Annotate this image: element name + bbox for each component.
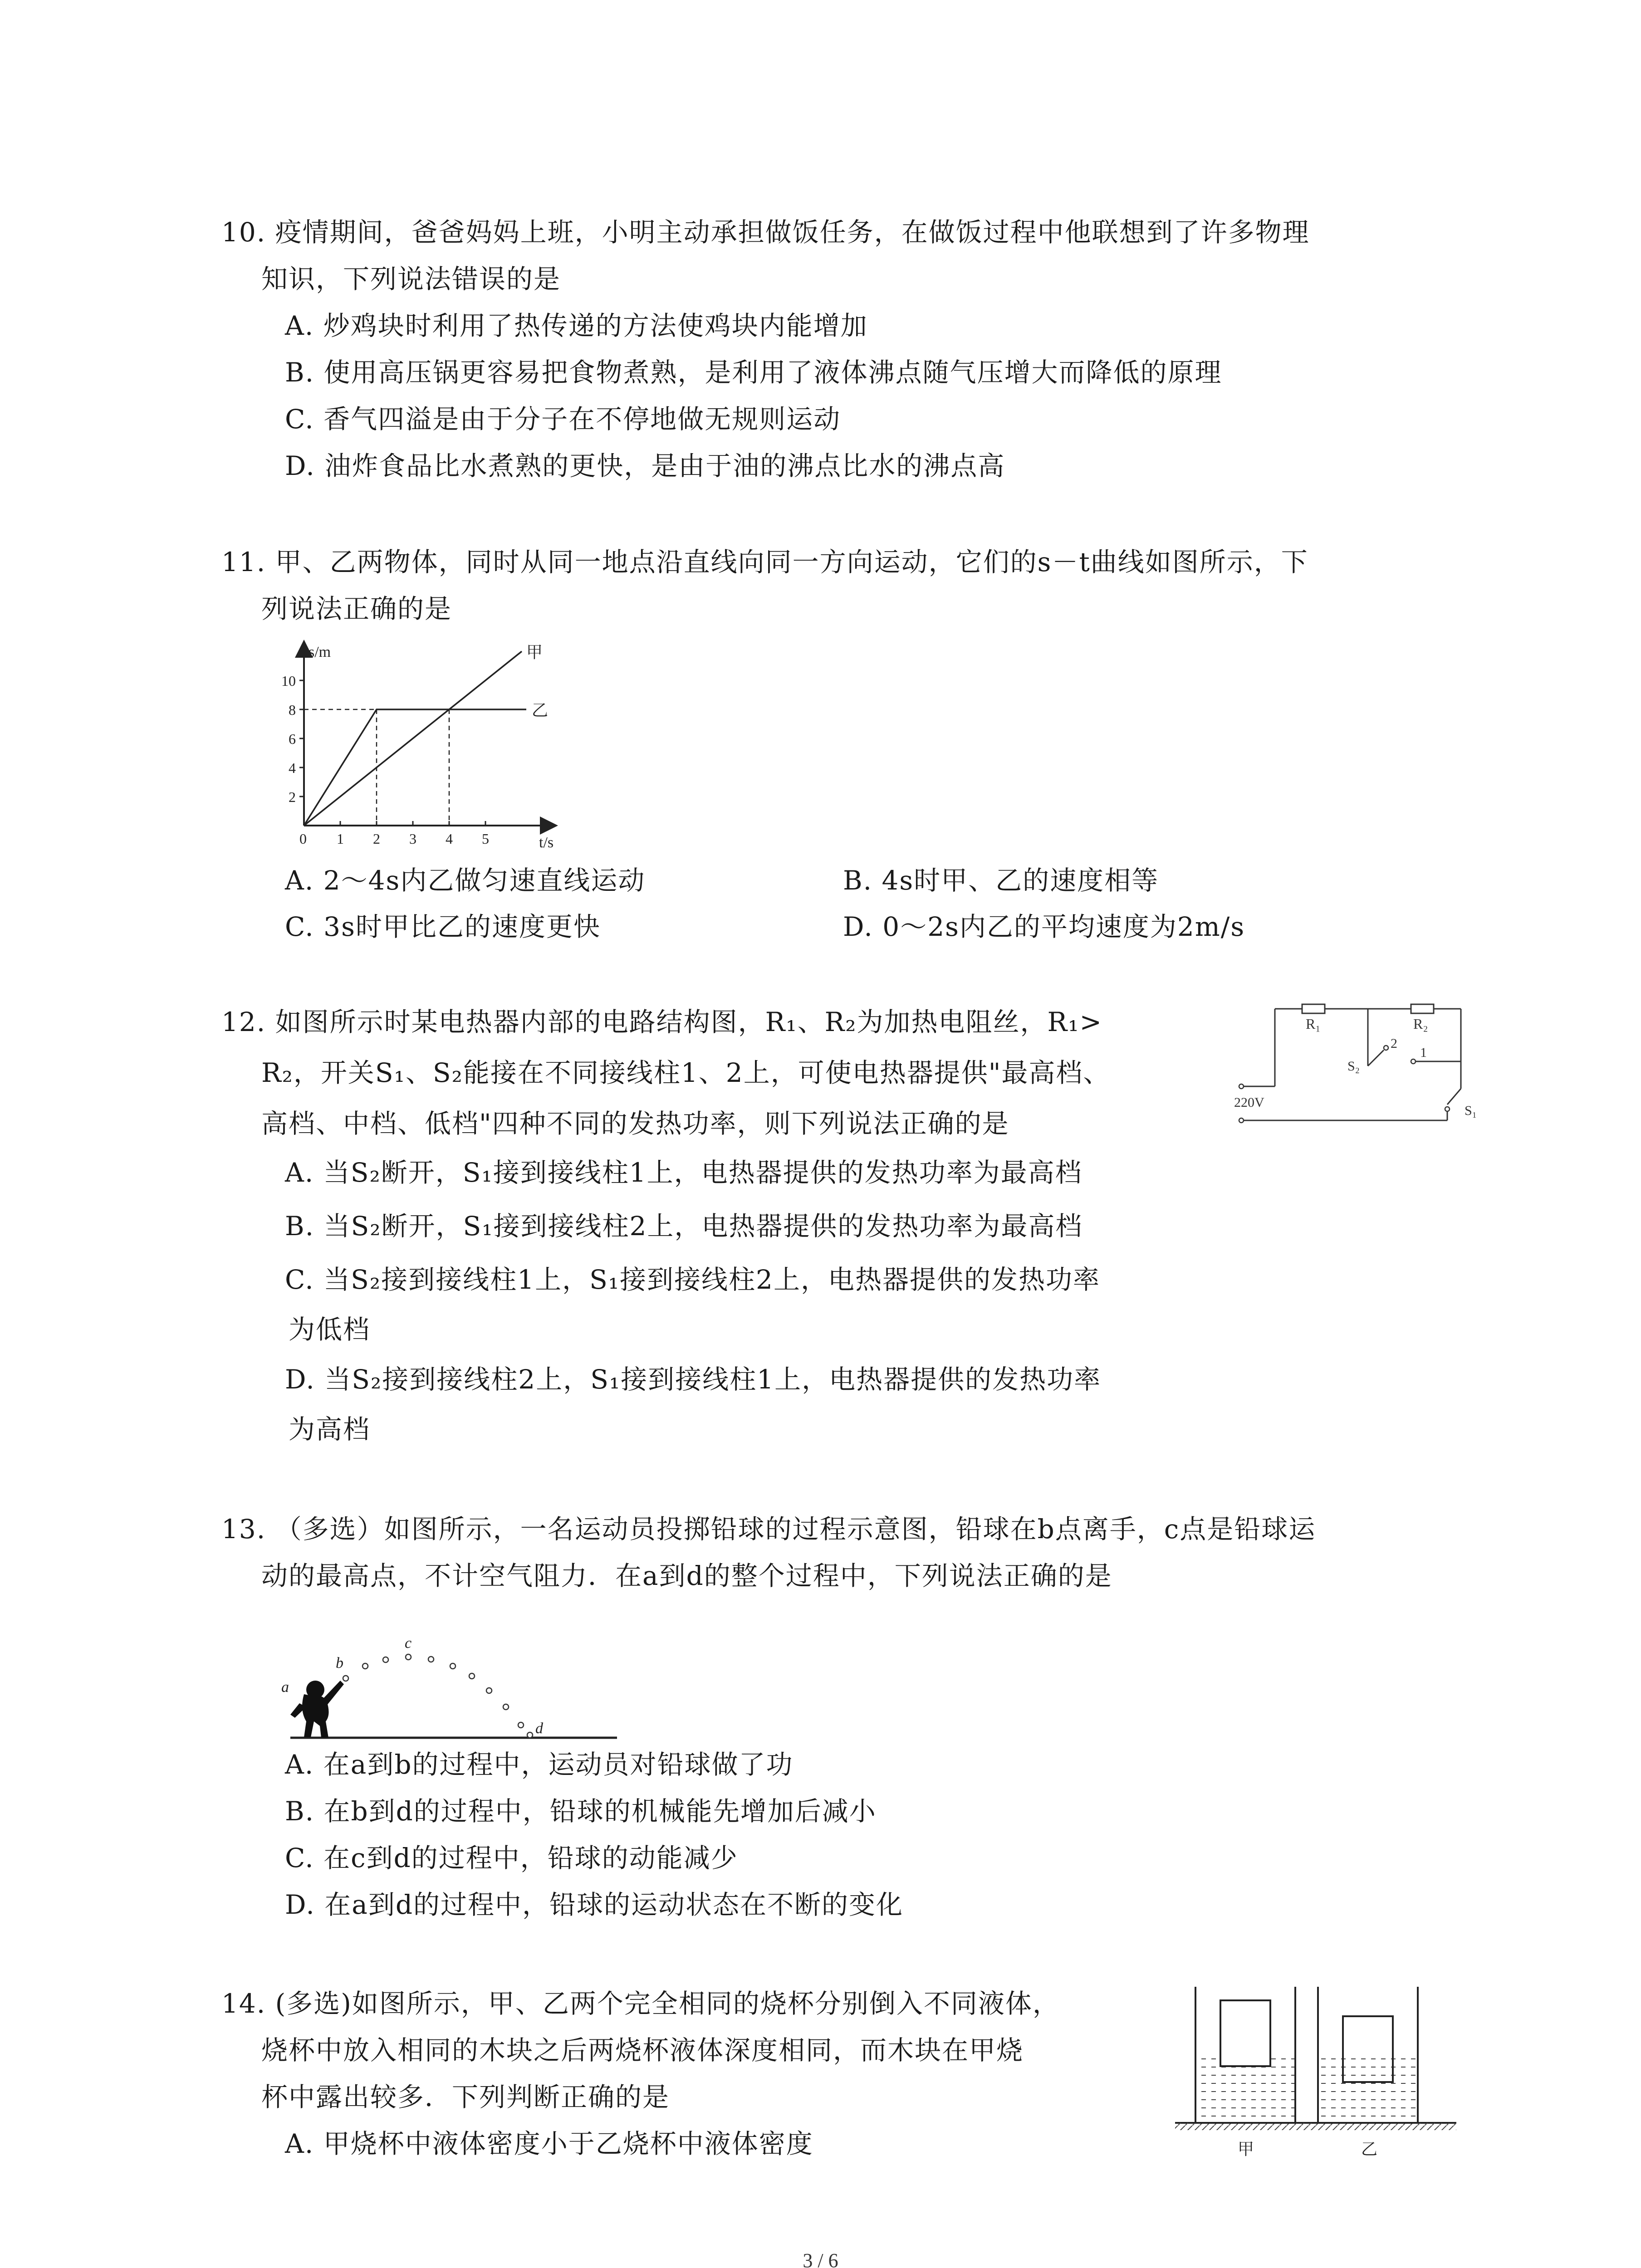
q13-shot-put-figure — [272, 1613, 644, 1749]
q13-option-a: A. 在a到b的过程中，运动员对铅球做了功 — [285, 1749, 794, 1780]
q11-stem-line2: 列说法正确的是 — [261, 593, 452, 624]
label-yi: 乙 — [532, 701, 549, 720]
q14-stem-line2: 烧杯中放入相同的木块之后两烧杯液体深度相同，而木块在甲烧 — [261, 2035, 1024, 2066]
q10-stem-line1: 10. 疫情期间，爸爸妈妈上班，小明主动承担做饭任务，在做饭过程中他联想到了许多物理 — [221, 217, 1310, 248]
q12-option-c-line1: C. 当S₂接到接线柱1上，S₁接到接线柱2上，电热器提供的发热功率 — [285, 1264, 1100, 1295]
x-tick-0: 0 — [299, 831, 307, 847]
label-d: d — [535, 1720, 543, 1737]
y-tick-6: 6 — [289, 731, 296, 747]
x-tick-2: 2 — [373, 831, 380, 847]
q10-option-d: D. 油炸食品比水煮熟的更快，是由于油的沸点比水的沸点高 — [285, 450, 1005, 481]
q13-option-c: C. 在c到d的过程中，铅球的动能减少 — [285, 1843, 738, 1873]
label-s1: S₁ — [1465, 1103, 1477, 1118]
q13-stem-line1: 13. （多选）如图所示，一名运动员投掷铅球的过程示意图，铅球在b点离手，c点是铅球运 — [221, 1514, 1316, 1545]
y-axis-label: s/m — [309, 644, 331, 660]
label-a: a — [281, 1679, 289, 1696]
y-tick-2: 2 — [289, 789, 296, 805]
label-voltage: 220V — [1234, 1095, 1264, 1110]
page-number: 3 / 6 — [803, 2249, 838, 2268]
q10-stem-line2: 知识，下列说法错误的是 — [261, 264, 561, 294]
q12-option-c-line2: 为低档 — [289, 1314, 371, 1345]
x-tick-5: 5 — [482, 831, 489, 847]
wood-block-jia — [1220, 2000, 1270, 2066]
label-jia: 甲 — [1238, 2140, 1254, 2159]
beaker-jia — [1195, 1987, 1295, 2123]
q11-option-c: C. 3s时甲比乙的速度更快 — [285, 911, 601, 942]
athlete-icon — [290, 1681, 344, 1738]
label-r1: R₁ — [1306, 1016, 1321, 1032]
q12-option-a: A. 当S₂断开，S₁接到接线柱1上，电热器提供的发热功率为最高档 — [285, 1157, 1083, 1188]
label-yi: 乙 — [1361, 2140, 1378, 2159]
q11-option-d: D. 0～2s内乙的平均速度为2m/s — [843, 911, 1245, 942]
label-b: b — [336, 1655, 343, 1672]
q10-option-a: A. 炒鸡块时利用了热传递的方法使鸡块内能增加 — [285, 310, 868, 341]
y-tick-4: 4 — [289, 760, 296, 776]
q12-stem-line1: 12. 如图所示时某电热器内部的电路结构图，R₁、R₂为加热电阻丝，R₁> — [221, 1007, 1103, 1037]
y-tick-10: 10 — [281, 673, 296, 689]
resistor-r1 — [1302, 1004, 1325, 1013]
x-tick-4: 4 — [446, 831, 453, 847]
y-ticks — [281, 673, 304, 805]
label-terminal-1: 1 — [1420, 1045, 1427, 1060]
q10-option-c: C. 香气四溢是由于分子在不停地做无规则运动 — [285, 404, 841, 435]
q12-option-d-line1: D. 当S₂接到接线柱2上，S₁接到接线柱1上，电热器提供的发热功率 — [285, 1364, 1102, 1395]
q12-option-d-line2: 为高档 — [289, 1414, 371, 1445]
x-tick-3: 3 — [409, 831, 416, 847]
q11-st-graph — [254, 635, 599, 853]
label-terminal-2: 2 — [1391, 1036, 1397, 1051]
q14-option-a: A. 甲烧杯中液体密度小于乙烧杯中液体密度 — [285, 2128, 813, 2159]
resistor-r2 — [1411, 1004, 1434, 1013]
q12-option-b: B. 当S₂断开，S₁接到接线柱2上，电热器提供的发热功率为最高档 — [285, 1211, 1083, 1242]
x-axis-label: t/s — [539, 834, 554, 851]
line-jia — [304, 651, 522, 826]
label-jia: 甲 — [526, 643, 543, 662]
q14-beakers-figure — [1171, 1973, 1465, 2164]
q13-stem-line2: 动的最高点，不计空气阻力．在a到d的整个过程中，下列说法正确的是 — [261, 1560, 1112, 1591]
q11-option-a: A. 2～4s内乙做匀速直线运动 — [285, 865, 646, 896]
q13-option-d: D. 在a到d的过程中，铅球的运动状态在不断的变化 — [285, 1889, 904, 1920]
q13-option-b: B. 在b到d的过程中，铅球的机械能先增加后减小 — [285, 1796, 877, 1827]
q12-stem-line2: R₂，开关S₁、S₂能接在不同接线柱1、2上，可使电热器提供"最高档、 — [261, 1057, 1111, 1088]
q12-circuit-diagram — [1234, 998, 1506, 1134]
q14-stem-line1: 14. (多选)如图所示，甲、乙两个完全相同的烧杯分别倒入不同液体， — [221, 1988, 1060, 2019]
line-yi — [304, 709, 526, 826]
q11-option-b: B. 4s时甲、乙的速度相等 — [843, 865, 1159, 896]
label-c: c — [405, 1635, 412, 1652]
label-s2: S₂ — [1347, 1059, 1360, 1074]
q10-option-b: B. 使用高压锅更容易把食物煮熟，是利用了液体沸点随气压增大而降低的原理 — [285, 357, 1222, 388]
y-tick-8: 8 — [289, 702, 296, 718]
q11-stem-line1: 11. 甲、乙两物体，同时从同一地点沿直线向同一方向运动，它们的s－t曲线如图所示，下 — [221, 547, 1308, 577]
q14-stem-line3: 杯中露出较多．下列判断正确的是 — [261, 2082, 670, 2112]
x-tick-1: 1 — [337, 831, 344, 847]
q12-stem-line3: 高档、中档、低档"四种不同的发热功率，则下列说法正确的是 — [261, 1108, 1009, 1139]
trajectory-dots — [343, 1654, 533, 1738]
label-r2: R₂ — [1413, 1016, 1428, 1032]
beaker-yi — [1318, 1987, 1418, 2123]
